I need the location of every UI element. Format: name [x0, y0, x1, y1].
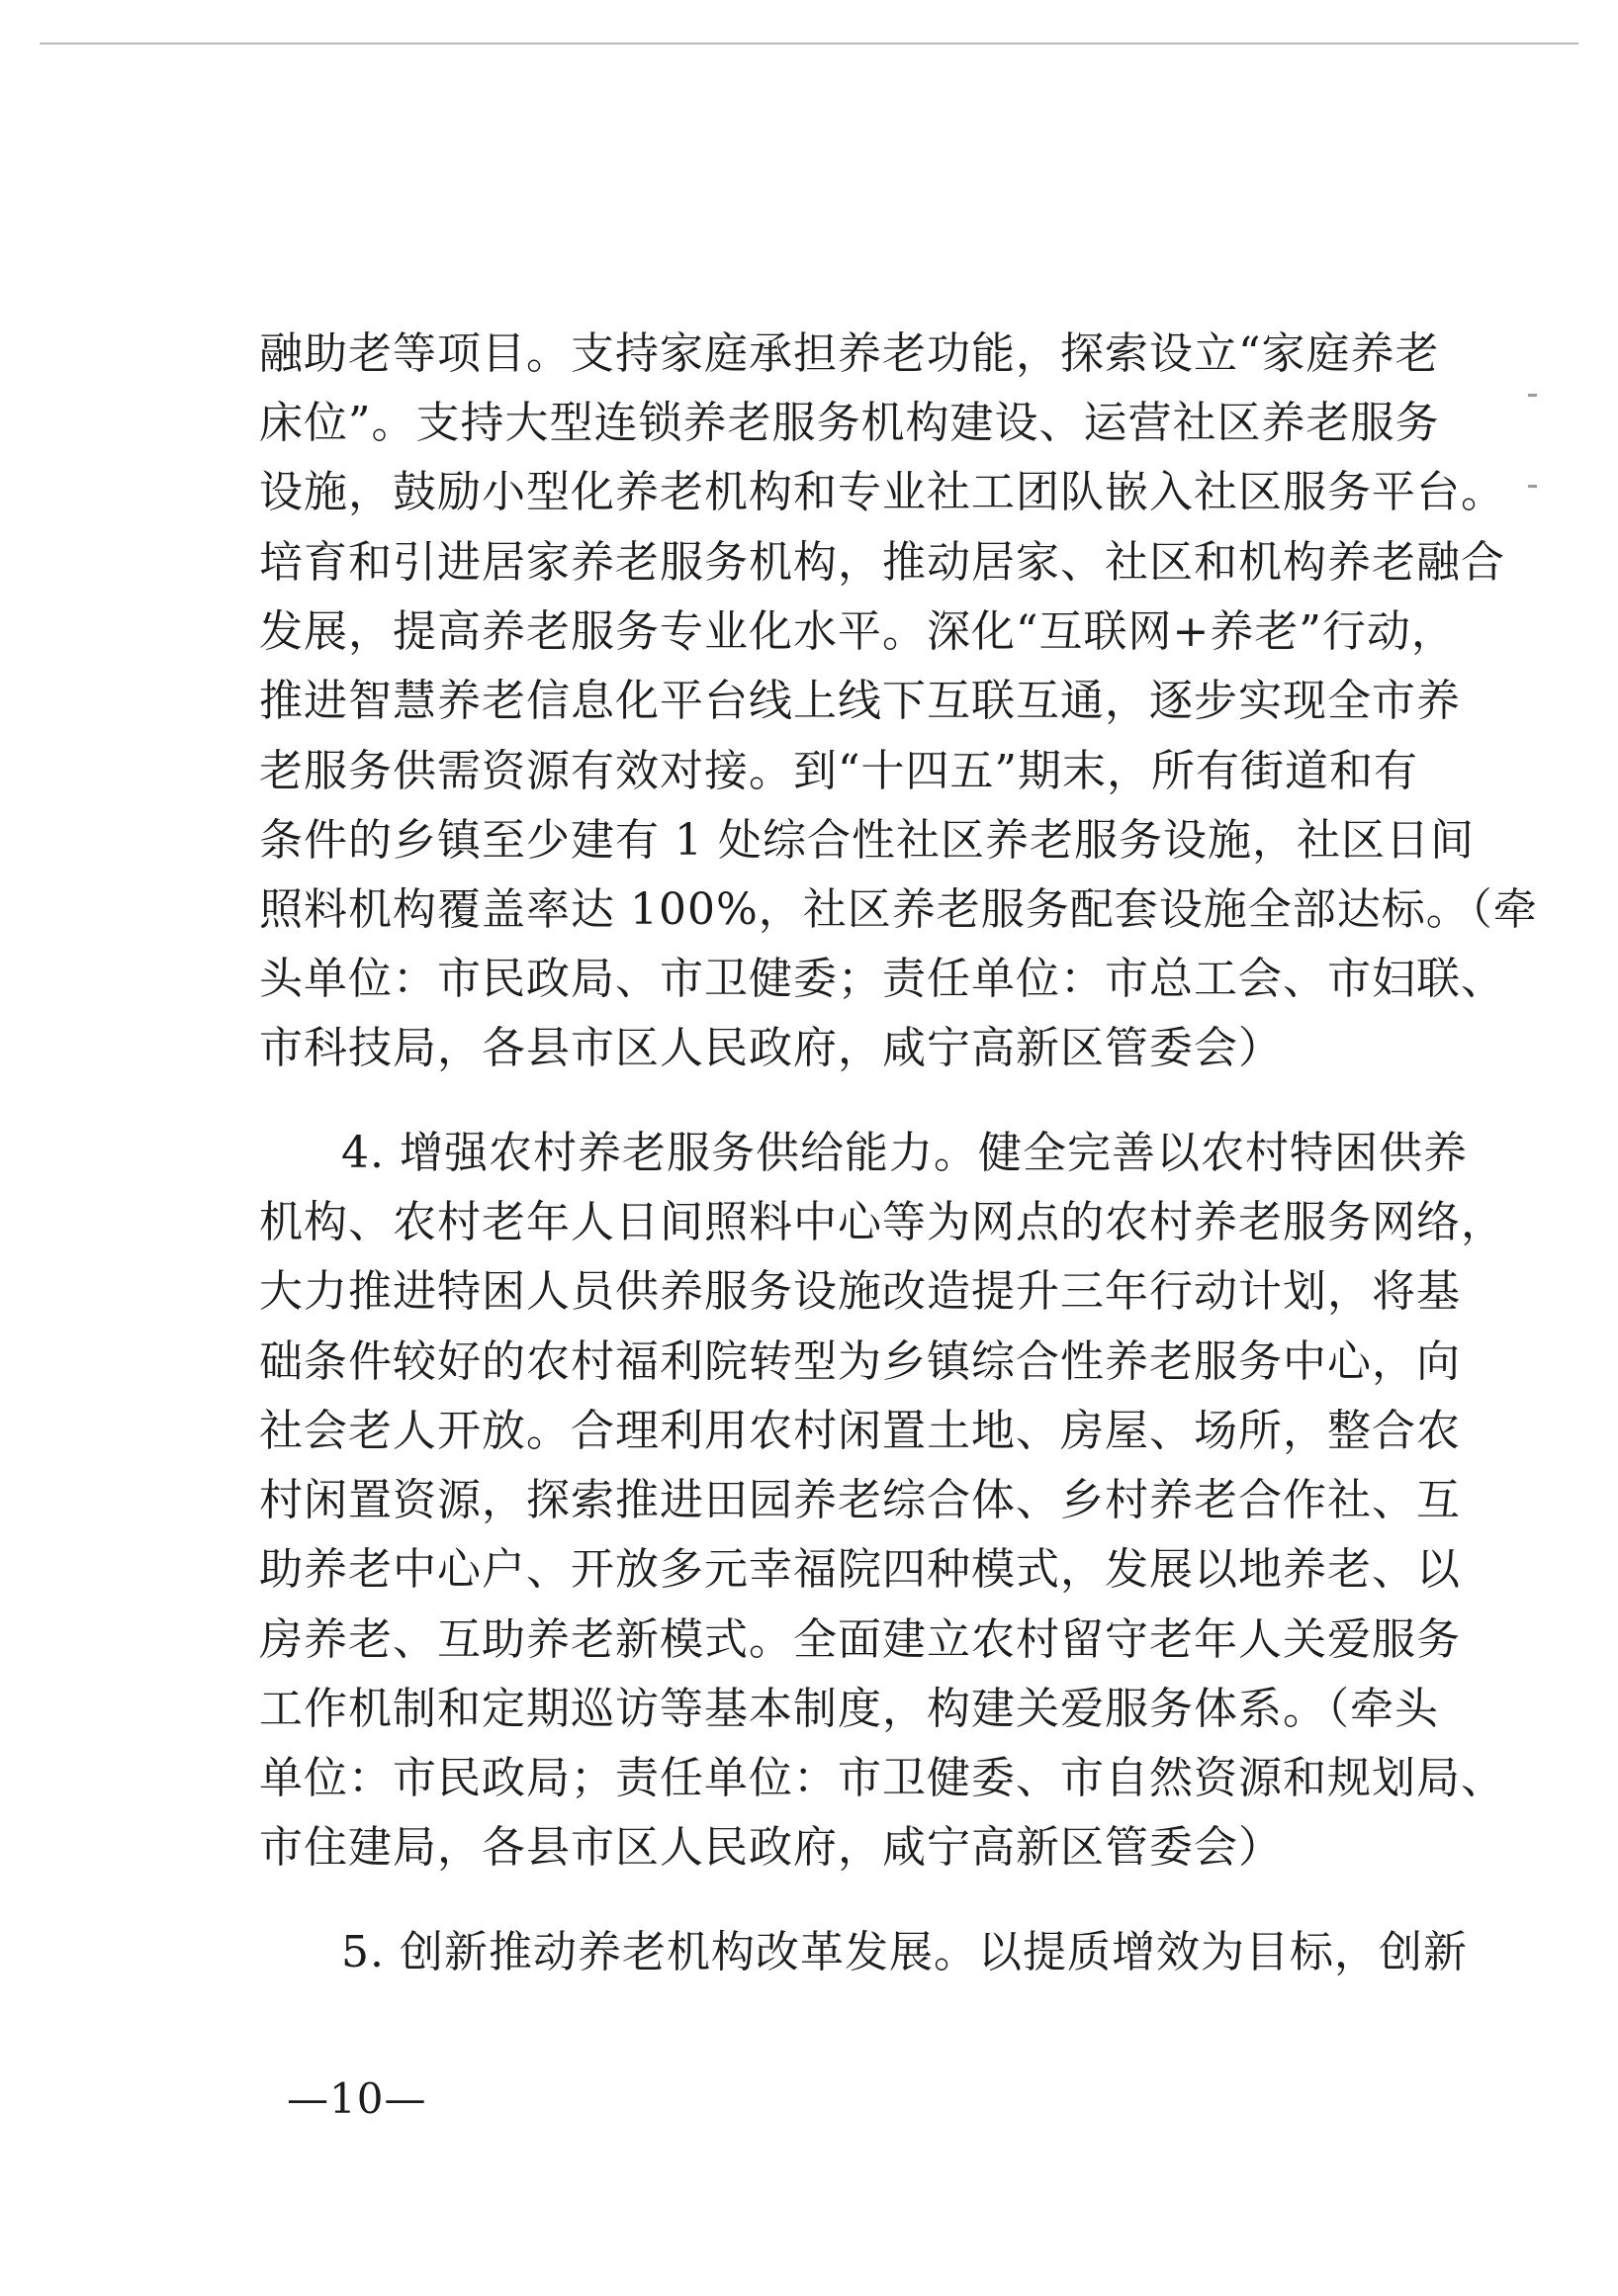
- body-line-21: 单位：市民政局；责任单位：市卫健委、市自然资源和规划局、: [259, 1753, 1505, 1803]
- body-line-2: 床位”。支持大型连锁养老服务机构建设、运营社区养老服务: [259, 398, 1440, 448]
- body-line-18: 助养老中心户、开放多元幸福院四种模式，发展以地养老、以: [259, 1544, 1461, 1595]
- body-line-16: 社会老人开放。合理利用农村闲置土地、房屋、场所，整合农: [259, 1406, 1461, 1456]
- section-4-heading-line: 4. 增强农村养老服务供给能力。健全完善以农村特困供养: [341, 1128, 1468, 1178]
- body-line-17: 村闲置资源，探索推进田园养老综合体、乡村养老合作社、互: [259, 1475, 1461, 1525]
- body-line-9: 照料机构覆盖率达 100%，社区养老服务配套设施全部达标。（牵: [259, 884, 1538, 935]
- body-line-11: 市科技局，各县市区人民政府，咸宁高新区管委会）: [259, 1023, 1283, 1073]
- body-line-1: 融助老等项目。支持家庭承担养老功能，探索设立“家庭养老: [259, 328, 1440, 379]
- body-line-19: 房养老、互助养老新模式。全面建立农村留守老年人关爱服务: [259, 1614, 1461, 1665]
- scan-speck: [1528, 394, 1537, 397]
- section-5-heading-line: 5. 创新推动养老机构改革发展。以提质增效为目标，创新: [341, 1927, 1468, 1977]
- page-number: —10—: [287, 2074, 427, 2123]
- body-line-4: 培育和引进居家养老服务机构，推动居家、社区和机构养老融合: [259, 537, 1505, 588]
- body-line-7: 老服务供需资源有效对接。到“十四五”期末，所有街道和有: [259, 746, 1418, 796]
- body-line-8: 条件的乡镇至少建有 1 处综合性社区养老服务设施，社区日间: [259, 815, 1475, 866]
- body-line-14: 大力推进特困人员供养服务设施改造提升三年行动计划，将基: [259, 1266, 1461, 1317]
- body-line-13: 机构、农村老年人日间照料中心等为网点的农村养老服务网络，: [259, 1197, 1505, 1247]
- body-line-6: 推进智慧养老信息化平台线上线下互联互通，逐步实现全市养: [259, 676, 1461, 726]
- body-line-22: 市住建局，各县市区人民政府，咸宁高新区管委会）: [259, 1822, 1283, 1873]
- scan-speck: [1528, 485, 1537, 488]
- body-line-15: 础条件较好的农村福利院转型为乡镇综合性养老服务中心，向: [259, 1336, 1461, 1387]
- body-line-10: 头单位：市民政局、市卫健委；责任单位：市总工会、市妇联、: [259, 954, 1505, 1004]
- body-line-5: 发展，提高养老服务专业化水平。深化“互联网+养老”行动，: [259, 606, 1456, 657]
- body-line-20: 工作机制和定期巡访等基本制度，构建关爱服务体系。（牵头: [259, 1684, 1439, 1734]
- body-line-3: 设施，鼓励小型化养老机构和专业社工团队嵌入社区服务平台。: [259, 467, 1505, 517]
- scan-edge-line: [40, 43, 1578, 45]
